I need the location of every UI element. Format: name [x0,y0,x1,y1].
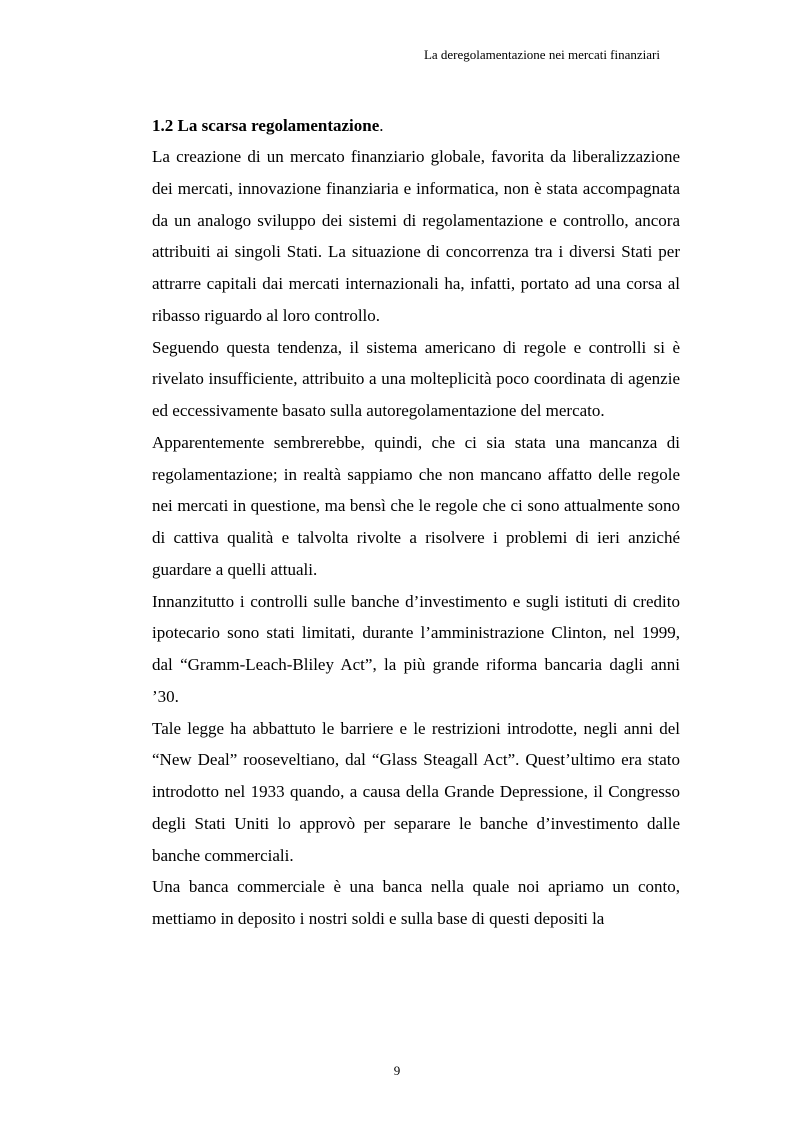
page-body [152,113,680,935]
section-title-text: 1.2 La scarsa regolamentazione [152,116,380,135]
section-title [152,113,680,139]
paragraph: Innanzitutto i controlli sulle banche d’investimento e sugli istituti di credito ipotecario sono stati limitati, durante l’amministrazione Clinton, nel 1999, dal “Gramm-Leach-Bliley Act”, la più grande riforma bancaria dagli anni ’30. [152,591,680,706]
paragraph: Seguendo questa tendenza, il sistema americano di regole e controlli si è rivelato insufficiente, attribuito a una molteplicità poco coordinata di agenzie ed eccessivamente basato sulla autoregolamentazione del mercato. [152,337,680,420]
paragraph: Tale legge ha abbattuto le barriere e le restrizioni introdotte, negli anni del “New Deal” rooseveltiano, dal “Glass Steagall Act”. Quest’ultimo era stato introdotto nel 1933 quando, a causa della Grande Depressione, il Congresso degli Stati Uniti lo approvò per separare le banche d’investimento dalle banche commerciali. [152,718,680,865]
paragraph: Una banca commerciale è una banca nella quale noi apriamo un conto, mettiamo in deposito i nostri soldi e sulla base di questi depositi la [152,877,680,928]
paragraph: La creazione di un mercato finanziario globale, favorita da liberalizzazione dei mercati, innovazione finanziaria e informatica, non è stata accompagnata da un analogo sviluppo dei sistemi di regolamentazione e controllo, ancora attribuiti ai singoli Stati. La situazione di concorrenza tra i diversi Stati per attrarre capitali dai mercati internazionali ha, infatti, portato ad una corsa al ribasso riguardo al loro controllo. [152,147,680,325]
page-number: 9 [393,1063,401,1078]
running-header: La deregolamentazione nei mercati finanziari [423,47,660,62]
section-title-suffix: . [379,116,384,135]
paragraph: Apparentemente sembrerebbe, quindi, che ci sia stata una mancanza di regolamentazione; in realtà sappiamo che non mancano affatto delle regole nei mercati in questione, ma bensì che le regole che ci sono attualmente sono di cattiva qualità e talvolta rivolte a risolvere i problemi di ieri anziché guardare a quelli attuali. [152,432,680,579]
